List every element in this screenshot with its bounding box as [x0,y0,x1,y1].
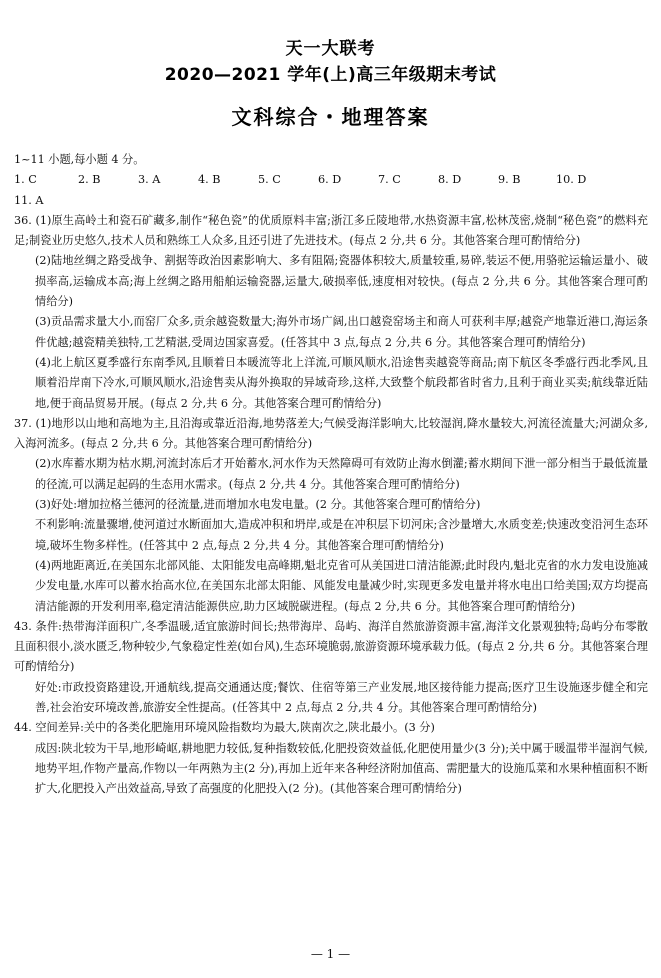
exam-title: 2020—2021 学年(上)高三年级期末考试 [164,65,497,85]
q37-part3-benefit: (3)好处:增加拉格兰德河的径流量,进而增加水电发电量。(2 分。其他答案合理可酌情给分) [35,498,481,512]
mcq-answer: 1. C [14,173,37,187]
mcq-answer: 10. D [556,173,587,187]
q37-part2: (2)水库蓄水期为枯水期,河流封冻后才开始蓄水,河水作为天然障碍可有效防止海水倒灌;蓄水期间下泄一部分相当于最低流量的径流,可以满足起码的生态用水需求。(每点 2 分,共 4 分。其他答案合理可酌情给分) [35,457,648,491]
q36-part2: (2)陆地丝绸之路受战争、割据等政治因素影响大、多有阻隔;瓷器体积较大,质量较重,易碎,装运不便,用骆驼运输运量小、破损率高,运输成本高;海上丝绸之路用船舶运输瓷器,运量大,破损率低,速度相对较快。(每点 2 分,共 6 分。其他答案合理可酌情给分) [35,254,648,309]
exam-organizer: 天一大联考 [285,39,376,59]
mcq-answer: 5. C [258,173,281,187]
mcq-answer: 4. B [198,173,221,187]
q36-part1: 36. (1)原生高岭土和瓷石矿藏多,制作“秘色瓷”的优质原料丰富;浙江多丘陵地带,水热资源丰富,松林茂密,烧制“秘色瓷”的燃料充足;制瓷业历史悠久,技术人员和熟练工人众多,且还引进了先进技术。(每点 2 分,共 6 分。其他答案合理可酌情给分) [14,213,648,248]
mcq-answer: 6. D [318,173,342,187]
mcq-answer: 8. D [438,173,462,187]
q37-part4: (4)两地距离近,在美国东北部风能、太阳能发电高峰期,魁北克省可从美国进口清洁能源;此时段内,魁北克省的水力发电设施减少发电量,水库可以蓄水抬高水位,在美国东北部太阳能、风能发电量减少时,实现更多发电量并将水电出口给美国;双方均提高清洁能源的开发利用率,稳定清洁能源供应,助力区域脱碳进程。(每点 2 分,共 6 分。其他答案合理可酌情给分) [35,558,648,613]
mcq-answer-row [14,170,648,190]
mcq-answer: 3. A [138,173,161,187]
q43-conditions: 43. 条件:热带海洋面积广,冬季温暖,适宜旅游时间长;热带海岸、岛屿、海洋自然旅游资源丰富,海洋文化景观独特;岛屿分布零散且面积很小,淡水匮乏,物种较少,气象稳定性差(如台风),生态环境脆弱,旅游资源环境承载力低。(每点 2 分,共 6 分。其他答案合理可酌情给分) [14,619,648,674]
q37-part1: 37. (1)地形以山地和高地为主,且沿海或靠近沿海,地势落差大;气候受海洋影响大,比较湿润,降水量较大,河流径流量大;河湖众多,入海河流多。(每点 2 分,共 6 分。其他答案合理可酌情给分) [14,416,648,451]
mcq-intro: 1~11 小题,每小题 4 分。 [14,153,145,166]
q44-causes: 成因:陕北较为干旱,地形崎岖,耕地肥力较低,复种指数较低,化肥投资效益低,化肥使用量少(3 分);关中属于暖温带半湿润气候,地势平坦,作物产量高,作物以一年两熟为主(2 分),再加上近年来各种经济附加值高、需肥量大的设施瓜菜和水果种植面积不断扩大,化肥投入产出效益高,导致了高强度的化肥投入(2 分)。(其他答案合理可酌情给分) [35,741,648,796]
mcq-answer: 2. B [78,173,101,187]
mcq-answer: 7. C [378,173,401,187]
q44-spatial-difference: 44. 空间差异:关中的各类化肥施用环境风险指数均为最大,陕南次之,陕北最小。(3 分) [14,721,435,735]
answer-body [14,150,648,800]
mcq-answer: 11. A [14,193,44,207]
q43-benefits: 好处:市政投资路建设,开通航线,提高交通通达度;餐饮、住宿等第三产业发展,地区接待能力提高;医疗卫生设施逐步健全和完善,社会治安环境改善,旅游安全性提高。(任答其中 2 点,每点 2 分,共 4 分。其他答案合理可酌情给分) [35,680,648,715]
page-number: — 1 — [310,947,351,961]
subject-title: 文科综合・地理答案 [231,105,430,129]
mcq-answer: 9. B [498,173,521,187]
q36-part3: (3)贡品需求量大小,而窑厂众多,贡余越瓷数量大;海外市场广阔,出口越瓷窑场主和商人可获利丰厚;越瓷产地靠近港口,海运条件优越;越瓷精美独特,工艺精湛,受周边国家喜爱。(任答其中 3 点,每点 2 分,共 6 分。其他答案合理可酌情给分) [35,315,648,349]
q36-part4: (4)北上航区夏季盛行东南季风,且顺着日本暖流等北上洋流,可顺风顺水,沿途售卖越瓷等商品;南下航区冬季盛行西北季风,且顺着沿岸南下冷水,可顺风顺水,沿途售卖从海外换取的异域奇珍,这样,大致整个航段都省时省力,且利于商业买卖;航线靠近陆地,便于商品贸易开展。(每点 2 分,共 6 分。其他答案合理可酌情给分) [35,355,648,410]
q37-part3-harm: 不利影响:流量骤增,使河道过水断面加大,造成冲积和坍岸,或是在冲积层下切河床;含沙量增大,水质变差;快速改变沿河生态环境,破坏生物多样性。(任答其中 2 点,每点 2 分,共 4 分。其他答案合理可酌情给分) [35,518,648,552]
